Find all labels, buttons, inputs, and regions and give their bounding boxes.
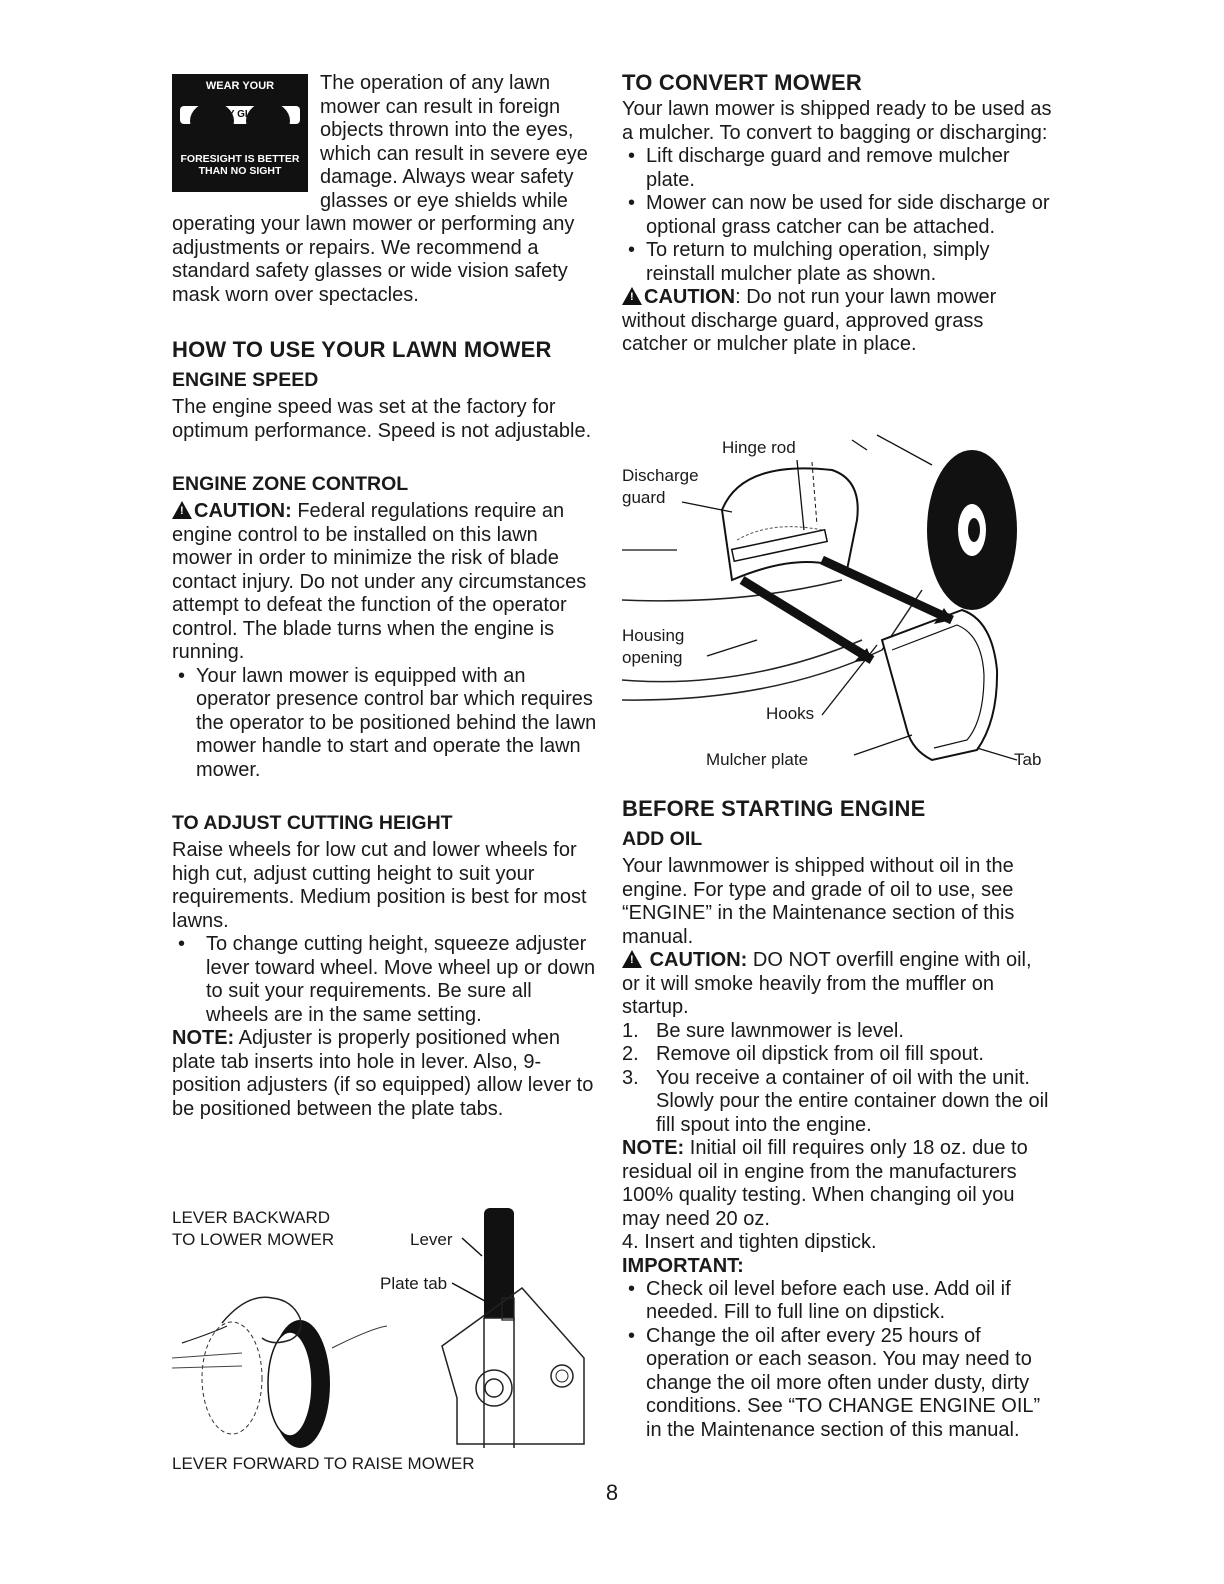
step-text: Remove oil dipstick from oil fill spout. [656,1043,984,1065]
list-item: • Mower can now be used for side discharge or optional grass catcher can be attached. [622,192,1052,239]
fig-label-lever-backward: LEVER BACKWARD [172,1208,331,1227]
safety-glasses-badge [172,74,308,192]
fig-label-lever: Lever [410,1230,453,1249]
fig-label-opening: opening [622,648,683,667]
mulcher-plate-figure [622,430,1052,780]
fig-label-lever-forward: LEVER FORWARD TO RAISE MOWER [172,1454,475,1473]
step-4: 4. Insert and tighten dipstick. [622,1231,877,1253]
cutting-height-text: Raise wheels for low cut and lower wheels for high cut, adjust cutting height to suit your requirements. Medium position is best for most lawns. [172,839,587,932]
warning-triangle-icon [622,287,642,305]
fig-label-to-lower: TO LOWER MOWER [172,1230,335,1249]
glasses-lens-right [246,102,290,140]
convert-list [622,145,1052,286]
safety-intro: The operation of any lawn mower can result in foreign objects thrown into the eyes, which can result in severe eye damage. Always wear safety glasses or eye shields while operating your lawn mower or performing any adjustments or repairs. We recommend a standard safety glasses or wide vision safety mask worn over spectacles. [172,72,588,306]
cutting-height-heading: TO ADJUST CUTTING HEIGHT [172,812,453,834]
before-starting-heading: BEFORE STARTING ENGINE [622,796,926,821]
engine-zone-heading: ENGINE ZONE CONTROL [172,473,409,495]
fig-label-mulcher-plate: Mulcher plate [706,750,809,769]
oil-caution [622,949,1052,1020]
note-label: NOTE: [622,1137,685,1159]
convert-text: Your lawn mower is shipped ready to be used as a mulcher. To convert to bagging or discharging: [622,98,1052,144]
how-to-use-heading: HOW TO USE YOUR LAWN MOWER [172,337,552,362]
warning-triangle-icon [622,950,642,968]
badge-line2: SAFETY GLASSES [195,109,285,120]
fig-label-housing: Housing [622,626,685,645]
note-text: Adjuster is properly positioned when plate tab inserts into hole in lever. Also, 9-position adjusters (if so equipped) allow lever to be positioned between the plate tabs. [172,1027,594,1120]
caution-label: CAUTION: [649,949,748,971]
oil-caution-text: DO NOT overfill engine with oil, or it will smoke heavily from the muffler on startup. [622,949,1032,1018]
left-column [172,70,597,1121]
badge-line3: FORESIGHT IS BETTER [180,153,300,165]
fig-label-tab: Tab [1014,750,1042,769]
engine-speed-heading: ENGINE SPEED [172,369,319,391]
engine-speed-text: The engine speed was set at the factory for optimum performance. Speed is not adjustable. [172,396,592,442]
convert-caution [622,286,1052,357]
fig-label-hooks: Hooks [766,704,815,723]
engine-zone-paragraph [172,500,597,665]
oil-steps [622,1020,1052,1138]
badge-motto [172,153,308,177]
fig-label-plate-tab: Plate tab [380,1274,448,1293]
step-number: 2. [622,1043,639,1065]
page-number: 8 [605,1480,619,1505]
glasses-lens-left [190,102,234,140]
list-item [622,1020,1052,1044]
fig-label-discharge: Discharge [622,466,699,485]
badge-line1: WEAR YOUR [205,80,275,92]
cutting-height-list [172,933,597,1027]
list-item: • Lift discharge guard and remove mulcher plate. [622,145,1052,192]
step-text: Be sure lawnmower is level. [656,1019,904,1042]
add-oil-text: Your lawnmower is shipped without oil in the engine. For type and grade of oil to use, see “ENGINE” in the Maintenance section of this manual. [622,855,1015,948]
caution-label: CAUTION: [194,500,292,522]
list-item: • Change the oil after every 25 hours of operation or each season. You may need to change the oil more often under dusty, dirty conditions. See “TO CHANGE ENGINE OIL” in the Maintenance section of this manual. [622,1325,1052,1443]
important-list [622,1278,1052,1443]
oil-note [622,1137,1052,1231]
cutting-height-illustration [172,1208,597,1448]
add-oil-heading: ADD OIL [622,828,703,850]
step-number: 3. [622,1066,639,1089]
caution-label: CAUTION [644,286,736,308]
list-item [622,1067,1052,1138]
badge-line4: THAN NO SIGHT [198,165,282,177]
before-starting-section [622,796,1052,1442]
oil-note-text: Initial oil fill requires only 18 oz. due to residual oil in engine from the manufacturers 100% quality testing. When changing oil you may need 20 oz. [622,1137,1028,1230]
important-heading: IMPORTANT: [622,1254,744,1277]
step-number: 1. [622,1019,639,1042]
note-label: NOTE: [172,1027,235,1049]
cutting-height-figure [172,1208,597,1480]
convert-mower-heading: TO CONVERT MOWER [622,70,862,95]
fig-label-guard: guard [622,488,666,507]
fig-label-hinge-rod: Hinge rod [722,438,796,457]
engine-zone-list [172,665,597,783]
convert-caution-text: : Do not run your lawn mower without discharge guard, approved grass catcher or mulcher plate in place. [622,286,997,355]
list-item: • To change cutting height, squeeze adjuster lever toward wheel. Move wheel up or down to suit your requirements. Be sure all wheels are in the same setting. [172,933,597,1027]
list-item: • Your lawn mower is equipped with an operator presence control bar which requires the operator to be positioned behind the lawn mower handle to start and operate the lawn mower. [172,665,597,783]
engine-zone-text: Federal regulations require an engine control to be installed on this lawn mower in order to minimize the risk of blade contact injury. Do not under any circumstances attempt to defeat the function of the operator control. The blade turns when the engine is running. [172,500,587,663]
list-item: • Check oil level before each use. Add oil if needed. Fill to full line on dipstick. [622,1278,1052,1325]
list-item: • To return to mulching operation, simply reinstall mulcher plate as shown. [622,239,1052,286]
cutting-note [172,1027,597,1121]
warning-triangle-icon [172,501,192,519]
step-text: You receive a container of oil with the unit. Slowly pour the entire container down the oil fill spout into the engine. [656,1066,1049,1136]
right-column [622,70,1052,357]
list-item [622,1043,1052,1067]
